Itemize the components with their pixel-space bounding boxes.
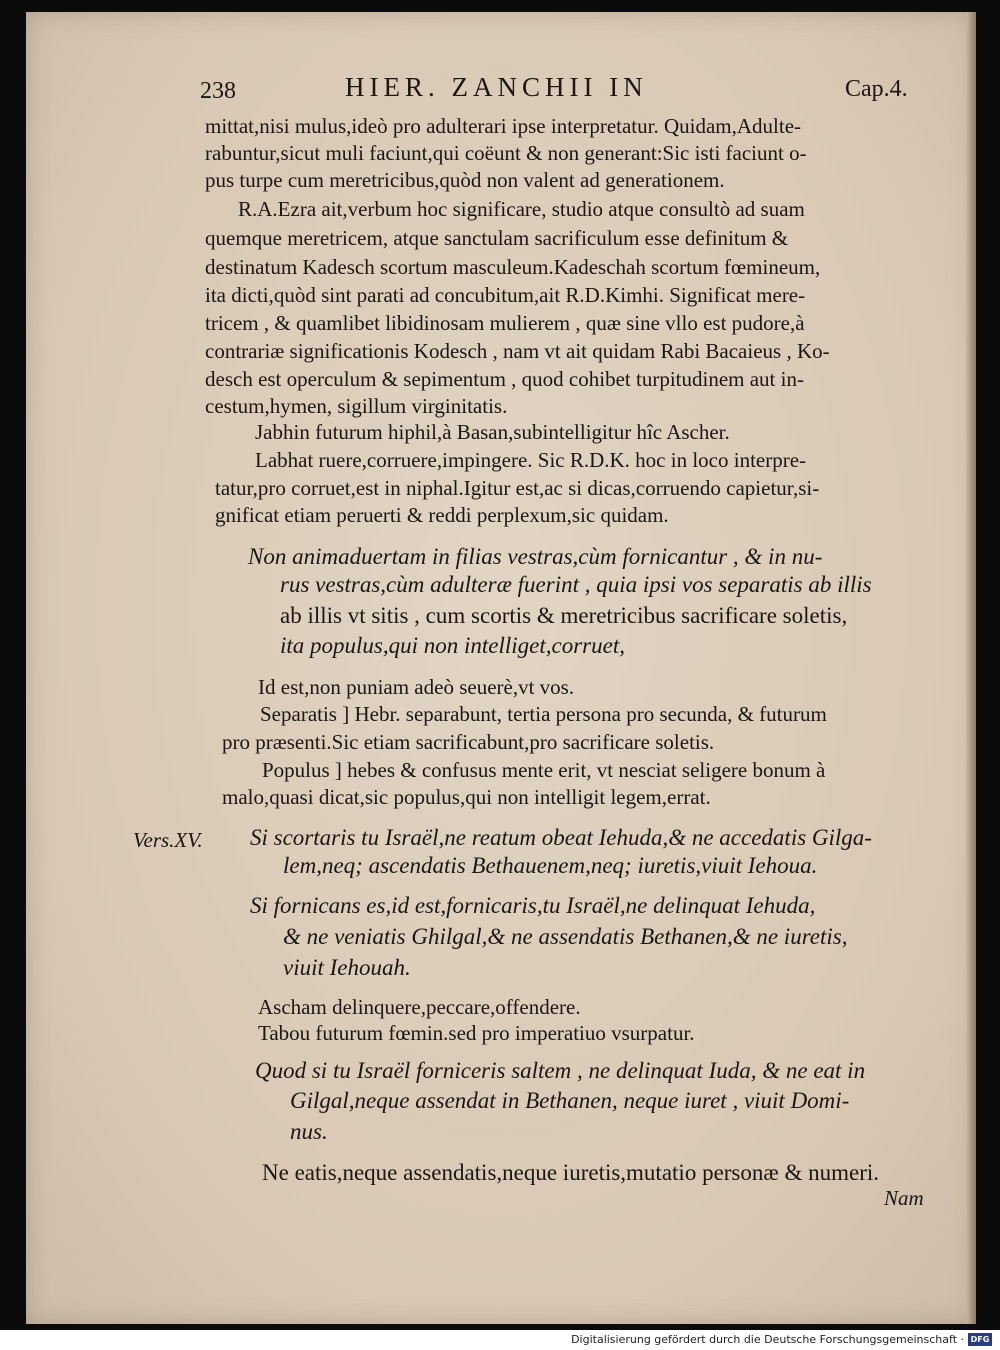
running-title: HIER. ZANCHII IN [345,72,648,102]
text-line: rabuntur,sicut muli faciunt,qui coëunt & non generant:Sic isti faciunt o- [205,141,807,165]
text-line: destinatum Kadesch scortum masculeum.Kadeschah scortum fœmineum, [205,255,821,279]
text-line: tatur,pro corruet,est in niphal.Igitur est,ac si dicas,corruendo capietur,si- [215,476,820,500]
text-line: contrariæ significationis Kodesch , nam vt ait quidam Rabi Bacaieus , Ko- [205,339,830,363]
funding-credit: Digitalisierung gefördert durch die Deutsche Forschungsgemeinschaft · [571,1333,964,1346]
scripture-line: nus. [290,1119,328,1144]
scripture-line: Si fornicans es,id est,fornicaris,tu Israël,ne delinquat Iehuda, [250,893,816,918]
text-line: Ascham delinquere,peccare,offendere. [258,995,581,1019]
text-line: Tabou futurum fœmin.sed pro imperatiuo vsurpatur. [258,1021,695,1045]
text-line: malo,quasi dicat,sic populus,qui non intelligit legem,errat. [222,785,711,809]
text-line: R.A.Ezra ait,verbum hoc significare, studio atque consultò ad suam [238,197,805,221]
text-line: mittat,nisi mulus,ideò pro adulterari ipse interpretatur. Quidam,Adulte- [205,114,802,138]
text-line: desch est operculum & sepimentum , quod cohibet turpitudinem aut in- [205,367,804,391]
page-edge [966,12,976,1324]
text-line: pus turpe cum meretricibus,quòd non valent ad generationem. [205,168,725,192]
text-line: tricem , & quamlibet libidinosam mulierem , quæ sine vllo est pudore,à [205,311,805,335]
text-line: pro præsenti.Sic etiam sacrificabunt,pro sacrificare soletis. [222,730,715,754]
text-line: Separatis ] Hebr. separabunt, tertia persona pro secunda, & futurum [260,702,827,726]
verse-label: Vers.XV. [133,828,203,852]
scripture-line: ita populus,qui non intelliget,corruet, [280,633,625,658]
scripture-line: lem,neq; ascendatis Bethauenem,neq; iuretis,viuit Iehoua. [283,853,818,878]
scripture-line: Quod si tu Israël forniceris saltem , ne delinquat Iuda, & ne eat in [255,1058,866,1083]
text-line: quemque meretricem, atque sanctulam sacrificulum esse definitum & [205,226,789,250]
text-line: Labhat ruere,corruere,impingere. Sic R.D.K. hoc in loco interpre- [255,448,807,472]
dfg-logo-icon: DFG [968,1333,992,1346]
catchword: Nam [884,1186,924,1210]
scripture-line: Gilgal,neque assendat in Bethanen, neque iuret , viuit Domi- [290,1088,850,1113]
text-line: ita dicti,quòd sint parati ad concubitum,ait R.D.Kimhi. Significat mere- [205,283,806,307]
scripture-line: Si scortaris tu Israël,ne reatum obeat Iehuda,& ne accedatis Gilga- [250,825,872,850]
text-line: cestum,hymen, sigillum virginitatis. [205,394,508,418]
scripture-line: viuit Iehouah. [283,955,411,980]
page-number: 238 [200,78,236,104]
chapter-label: Cap.4. [845,76,908,102]
scripture-line: rus vestras,cùm adulteræ fuerint , quia ipsi vos separatis ab illis [280,572,872,597]
scripture-line: ab illis vt sitis , cum scortis & meretricibus sacrificare soletis, [280,603,848,628]
text-line: Id est,non puniam adeò seuerè,vt vos. [258,675,575,699]
text-line: Jabhin futurum hiphil,à Basan,subintelligitur hîc Ascher. [255,420,730,444]
text-line: gnificat etiam peruerti & reddi perplexum,sic quidam. [215,503,669,527]
scripture-line: & ne veniatis Ghilgal,& ne assendatis Bethanen,& ne iuretis, [283,924,848,949]
footer-bar [0,1330,1000,1350]
scripture-line: Non animaduertam in filias vestras,cùm fornicantur , & in nu- [248,544,823,569]
text-line: Populus ] hebes & confusus mente erit, vt nesciat seligere bonum à [262,758,826,782]
text-line: Ne eatis,neque assendatis,neque iuretis,mutatio personæ & numeri. [262,1160,880,1185]
